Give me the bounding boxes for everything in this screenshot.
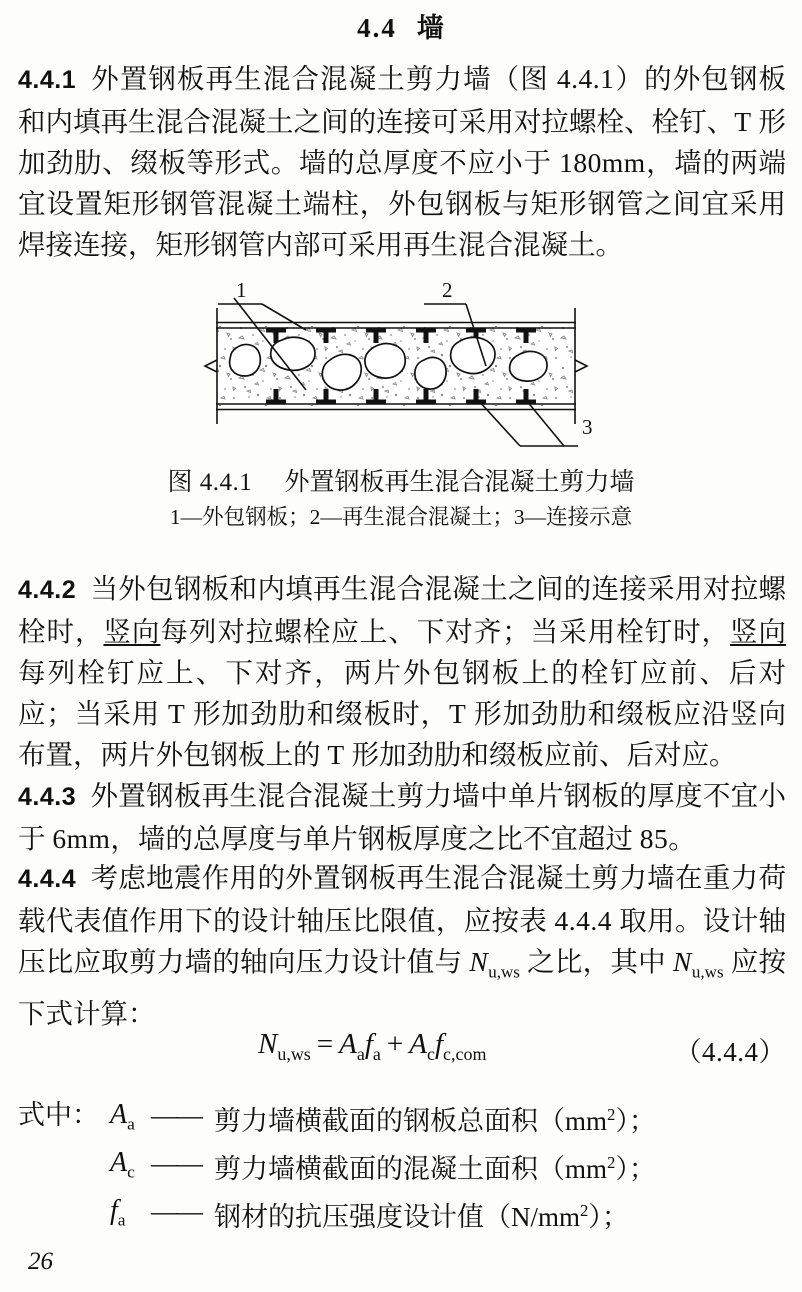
formula-4-4-4 xyxy=(18,1028,786,1074)
where-symbol-1: $A_c$ xyxy=(110,1147,135,1182)
where-dash-2: —— xyxy=(151,1196,201,1226)
where-row-2 xyxy=(18,1189,786,1237)
figure-caption xyxy=(0,466,802,500)
wall-section-diagram xyxy=(190,282,620,462)
figure-caption-title: 外置钢板再生混合混凝土剪力墙 xyxy=(284,469,635,496)
figure-4-4-1 xyxy=(190,282,620,462)
callout-label-1: 1 xyxy=(236,282,247,302)
where-symbol-2: $f_a$ xyxy=(110,1195,126,1230)
clause-number-4-4-1: 4.4.1 xyxy=(18,66,77,94)
symbol-definition-list xyxy=(18,1093,786,1237)
clause-4-4-2 xyxy=(18,568,786,775)
where-dash-0: —— xyxy=(151,1100,201,1130)
where-text-2: 钢材的抗压强度设计值$(N/mm^2)$； xyxy=(214,1201,629,1232)
where-label: 式中： xyxy=(18,1100,99,1130)
clause-body-4-4-1: 外置钢板再生混合混凝土剪力墙（图 4.4.1）的外包钢板和内填再生混合混凝土之间的连接可采用对拉螺栓、栓钉、T 形加劲肋、缀板等形式。墙的总厚度不应小于 180mm，墙的两端宜设置矩形钢管混凝土端柱，外包钢板与矩形钢管之间宜采用焊接连接，矩形钢管内部可采用再生混合混凝土。 xyxy=(18,63,787,260)
clause-body-4-4-2: 当外包钢板和内填再生混合混凝土之间的连接采用对拉螺栓时，竖向每列对拉螺栓应上、下对齐；当采用栓钉时，竖向每列栓钉应上、下对齐，两片外包钢板上的栓钉应前、后对应；当采用 T 形加劲肋和缀板时，T 形加劲肋和缀板应沿竖向布置，两片外包钢板上的 T 形加劲肋和缀板应前、后对应。 xyxy=(18,573,787,770)
clause-4-4-4 xyxy=(18,857,786,1034)
formula-number: （4.4.4） xyxy=(674,1037,786,1067)
formula-expression: $N_{u,ws} = A_af_a + A_cf_{c,com}$ xyxy=(258,1028,487,1064)
where-text-1: 剪力墙横截面的混凝土面积$(mm^2)$； xyxy=(214,1153,656,1184)
section-heading xyxy=(0,6,802,45)
clause-body-4-4-4: 考虑地震作用的外置钢板再生混合混凝土剪力墙在重力荷载代表值作用下的设计轴压比限值，应按表 4.4.4 取用。设计轴压比应取剪力墙的轴向压力设计值与 $N_{u,ws}$ 之比，其中 $N_{u,ws}$ 应按下式计算： xyxy=(18,862,787,1029)
section-number: 4.4 xyxy=(357,13,397,43)
where-dash-1: —— xyxy=(151,1148,201,1178)
where-row-1 xyxy=(18,1141,786,1189)
figure-legend: 1—外包钢板；2—再生混合混凝土；3—连接示意 xyxy=(169,505,633,529)
clause-body-4-4-3: 外置钢板再生混合混凝土剪力墙中单片钢板的厚度不宜小于 6mm，墙的总厚度与单片钢板厚度之比不宜超过 85。 xyxy=(18,780,786,854)
clause-4-4-3 xyxy=(18,775,786,859)
where-symbol-0: $A_a$ xyxy=(110,1099,135,1134)
where-text-0: 剪力墙横截面的钢板总面积$(mm^2)$； xyxy=(214,1105,656,1136)
clause-number-4-4-2: 4.4.2 xyxy=(18,576,77,604)
callout-label-3: 3 xyxy=(582,415,593,439)
clause-4-4-1 xyxy=(18,58,786,265)
clause-number-4-4-3: 4.4.3 xyxy=(18,783,77,811)
callout-label-2: 2 xyxy=(442,282,453,302)
where-row-0 xyxy=(18,1093,786,1141)
page-number: 26 xyxy=(28,1248,53,1275)
callout-leader-3 xyxy=(478,400,578,446)
section-title: 墙 xyxy=(416,13,445,43)
clause-number-4-4-4: 4.4.4 xyxy=(18,865,77,893)
figure-caption-number: 图 4.4.1 xyxy=(167,469,253,496)
